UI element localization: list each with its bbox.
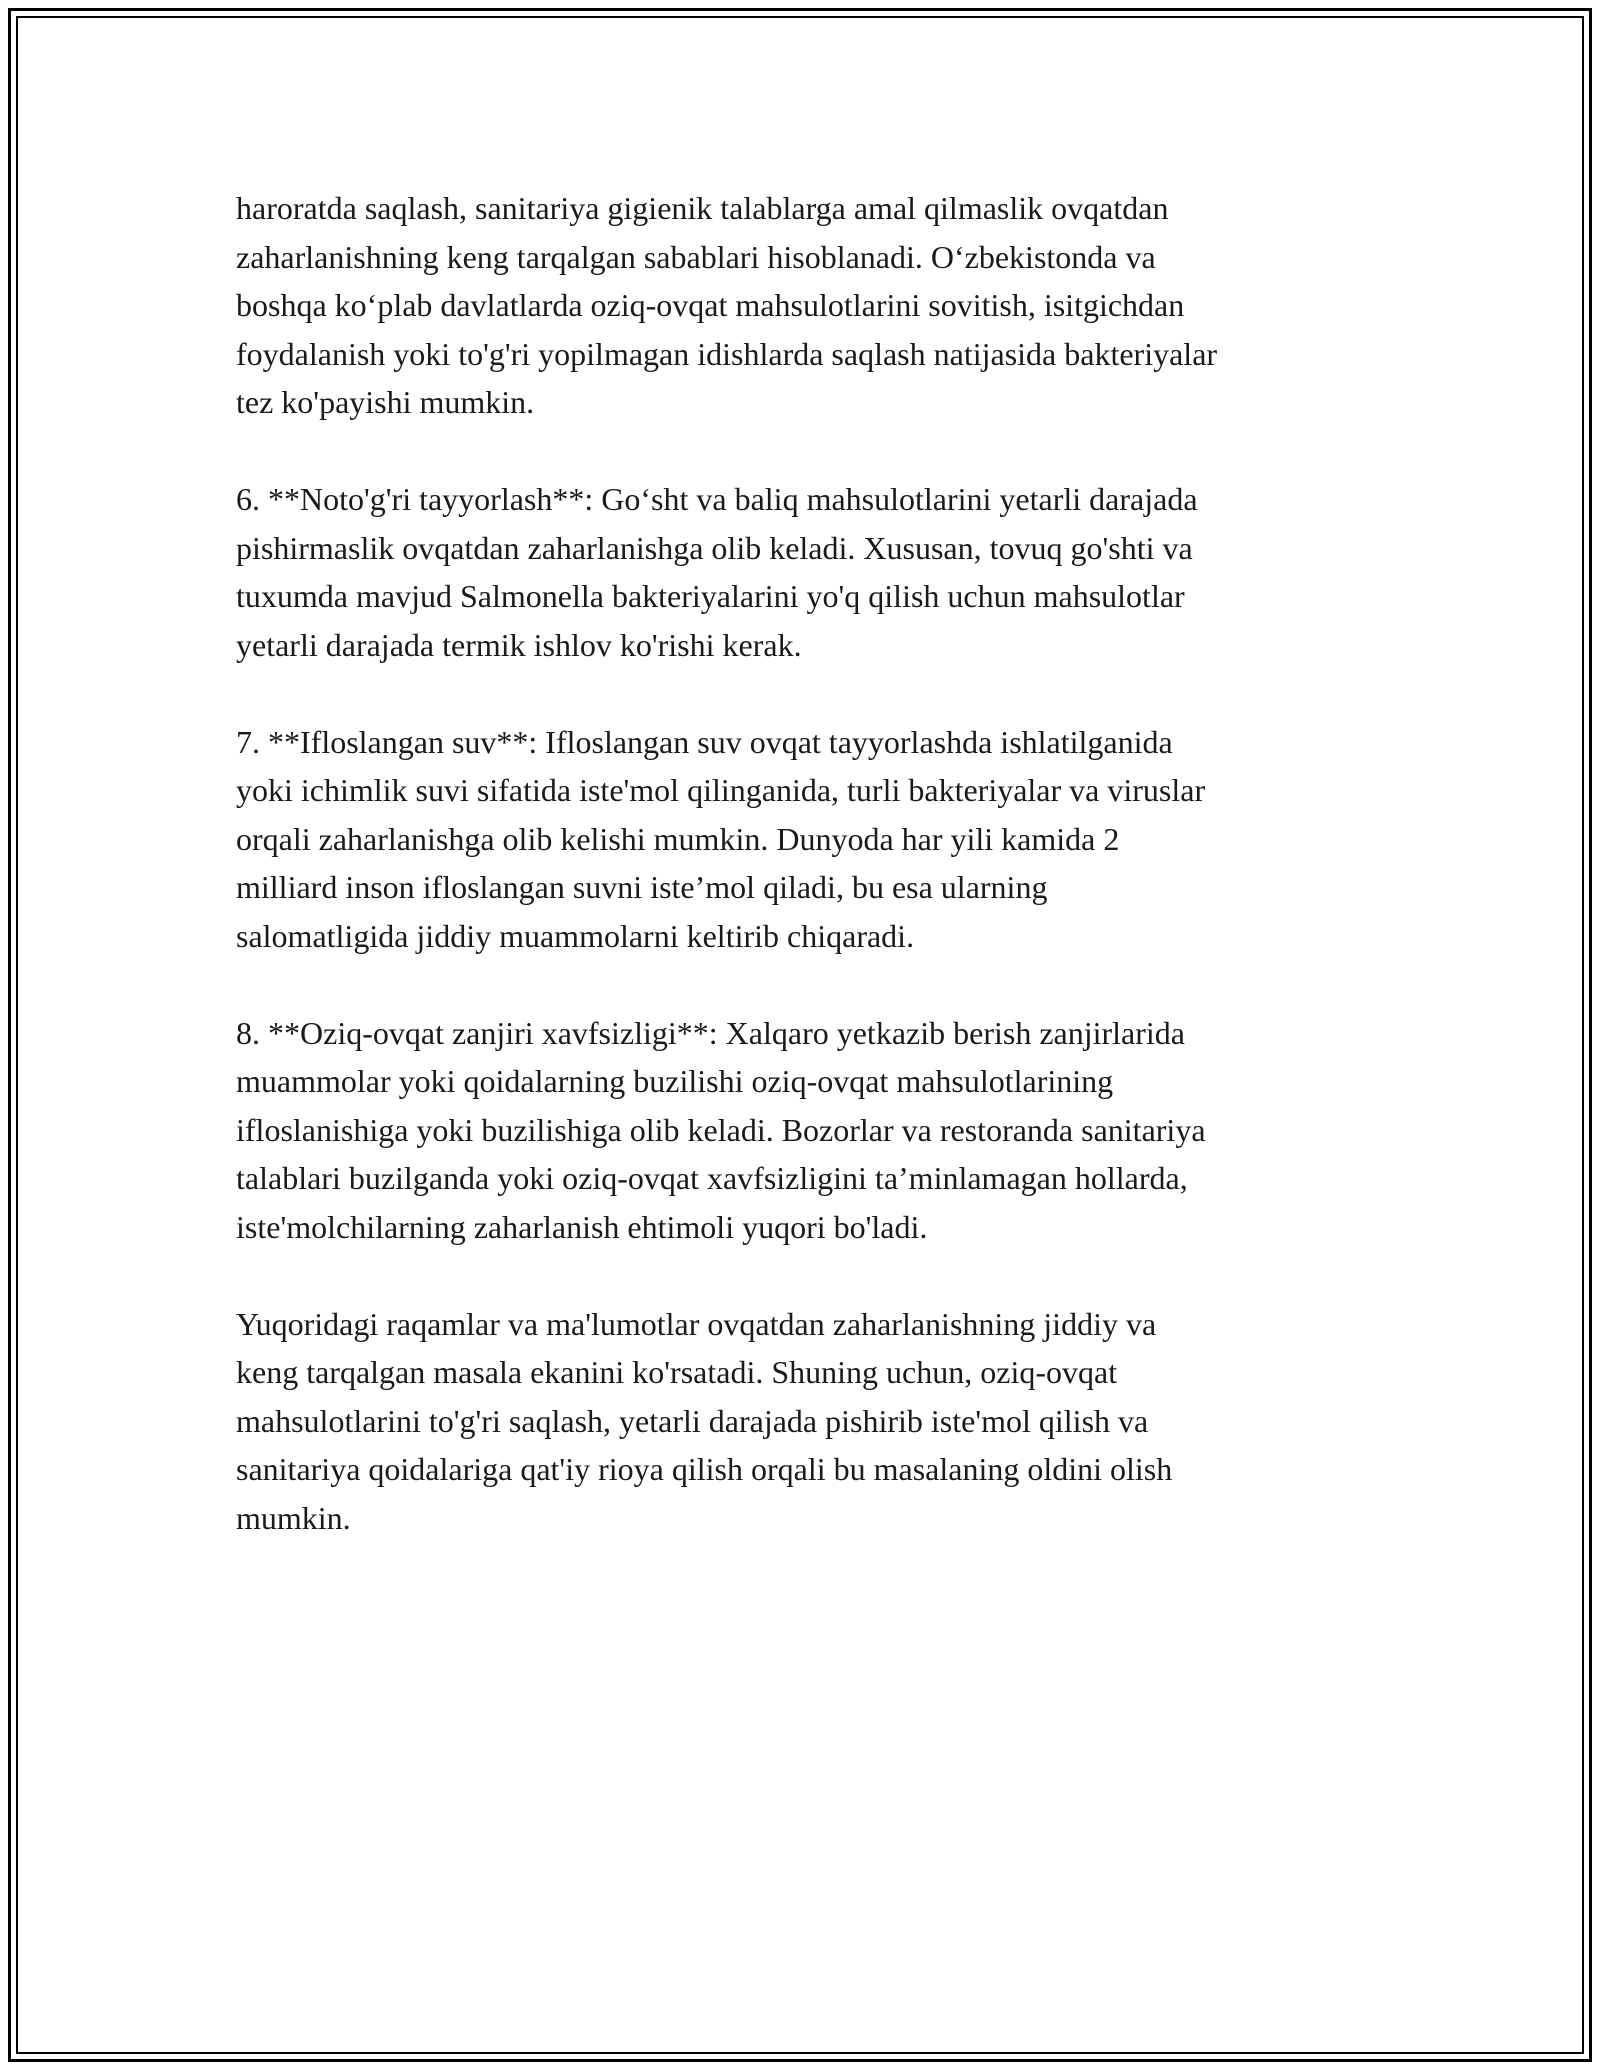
text-line: salomatligida jiddiy muammolarni keltirib chiqaradi.	[236, 917, 915, 954]
text-line: tuxumda mavjud Salmonella bakteriyalarini yo'q qilish uchun mahsulotlar	[236, 578, 1185, 614]
text-line: foydalanish yoki to'g'ri yopilmagan idishlarda saqlash natijasida bakteriyalar	[236, 335, 1218, 372]
text-line: yoki ichimlik suvi sifatida iste'mol qilinganida, turli bakteriyalar va viruslar	[236, 772, 1206, 808]
text-line: Yuqoridagi raqamlar va ma'lumotlar ovqatdan zaharlanishning jiddiy va	[236, 1305, 1157, 1342]
paragraph-conclusion	[236, 1300, 1376, 1543]
text-line: boshqa ko‘plab davlatlarda oziq-ovqat mahsulotlarini sovitish, isitgichdan	[236, 287, 1185, 323]
text-line: haroratda saqlash, sanitariya gigienik talablarga amal qilmaslik ovqatdan	[236, 190, 1169, 226]
text-line: muammolar yoki qoidalarning buzilishi oziq-ovqat mahsulotlarining	[236, 1063, 1114, 1099]
text-line: iste'molchilarning zaharlanish ehtimoli yuqori bo'ladi.	[236, 1208, 928, 1245]
text-line: yetarli darajada termik ishlov ko'rishi kerak.	[236, 626, 802, 663]
text-line: 6. **Noto'g'ri tayyorlash**: Go‘sht va baliq mahsulotlarini yetarli darajada	[236, 481, 1198, 517]
text-line: talablari buzilganda yoki oziq-ovqat xavfsizligini ta’minlamagan hollarda,	[236, 1160, 1188, 1196]
text-line: keng tarqalgan masala ekanini ko'rsatadi. Shuning uchun, oziq-ovqat	[236, 1354, 1118, 1390]
text-line: sanitariya qoidalariga qat'iy rioya qilish orqali bu masalaning oldini olish	[236, 1451, 1173, 1487]
text-line: zaharlanishning keng tarqalgan sabablari hisoblanadi. O‘zbekistonda va	[236, 238, 1156, 275]
document-body	[236, 184, 1376, 1591]
text-line: 7. **Ifloslangan suv**: Ifloslangan suv ovqat tayyorlashda ishlatilganida	[236, 723, 1173, 760]
text-line: orqali zaharlanishga olib kelishi mumkin. Dunyoda har yili kamida 2	[236, 820, 1120, 857]
paragraph-storage	[236, 184, 1376, 427]
paragraph-item-6	[236, 475, 1376, 669]
text-line: mumkin.	[236, 1499, 351, 1536]
text-line: mahsulotlarini to'g'ri saqlash, yetarli darajada pishirib iste'mol qilish va	[236, 1402, 1149, 1439]
paragraph-item-7	[236, 718, 1376, 961]
text-line: 8. **Oziq-ovqat zanjiri xavfsizligi**: Xalqaro yetkazib berish zanjirlarida	[236, 1014, 1185, 1051]
text-line: ifloslanishiga yoki buzilishiga olib keladi. Bozorlar va restoranda sanitariya	[236, 1111, 1206, 1148]
text-line: pishirmaslik ovqatdan zaharlanishga olib keladi. Xususan, tovuq go'shti va	[236, 529, 1193, 566]
text-line: milliard inson ifloslangan suvni iste’mol qiladi, bu esa ularning	[236, 869, 1048, 905]
paragraph-item-8	[236, 1009, 1376, 1252]
text-line: tez ko'payishi mumkin.	[236, 384, 535, 420]
